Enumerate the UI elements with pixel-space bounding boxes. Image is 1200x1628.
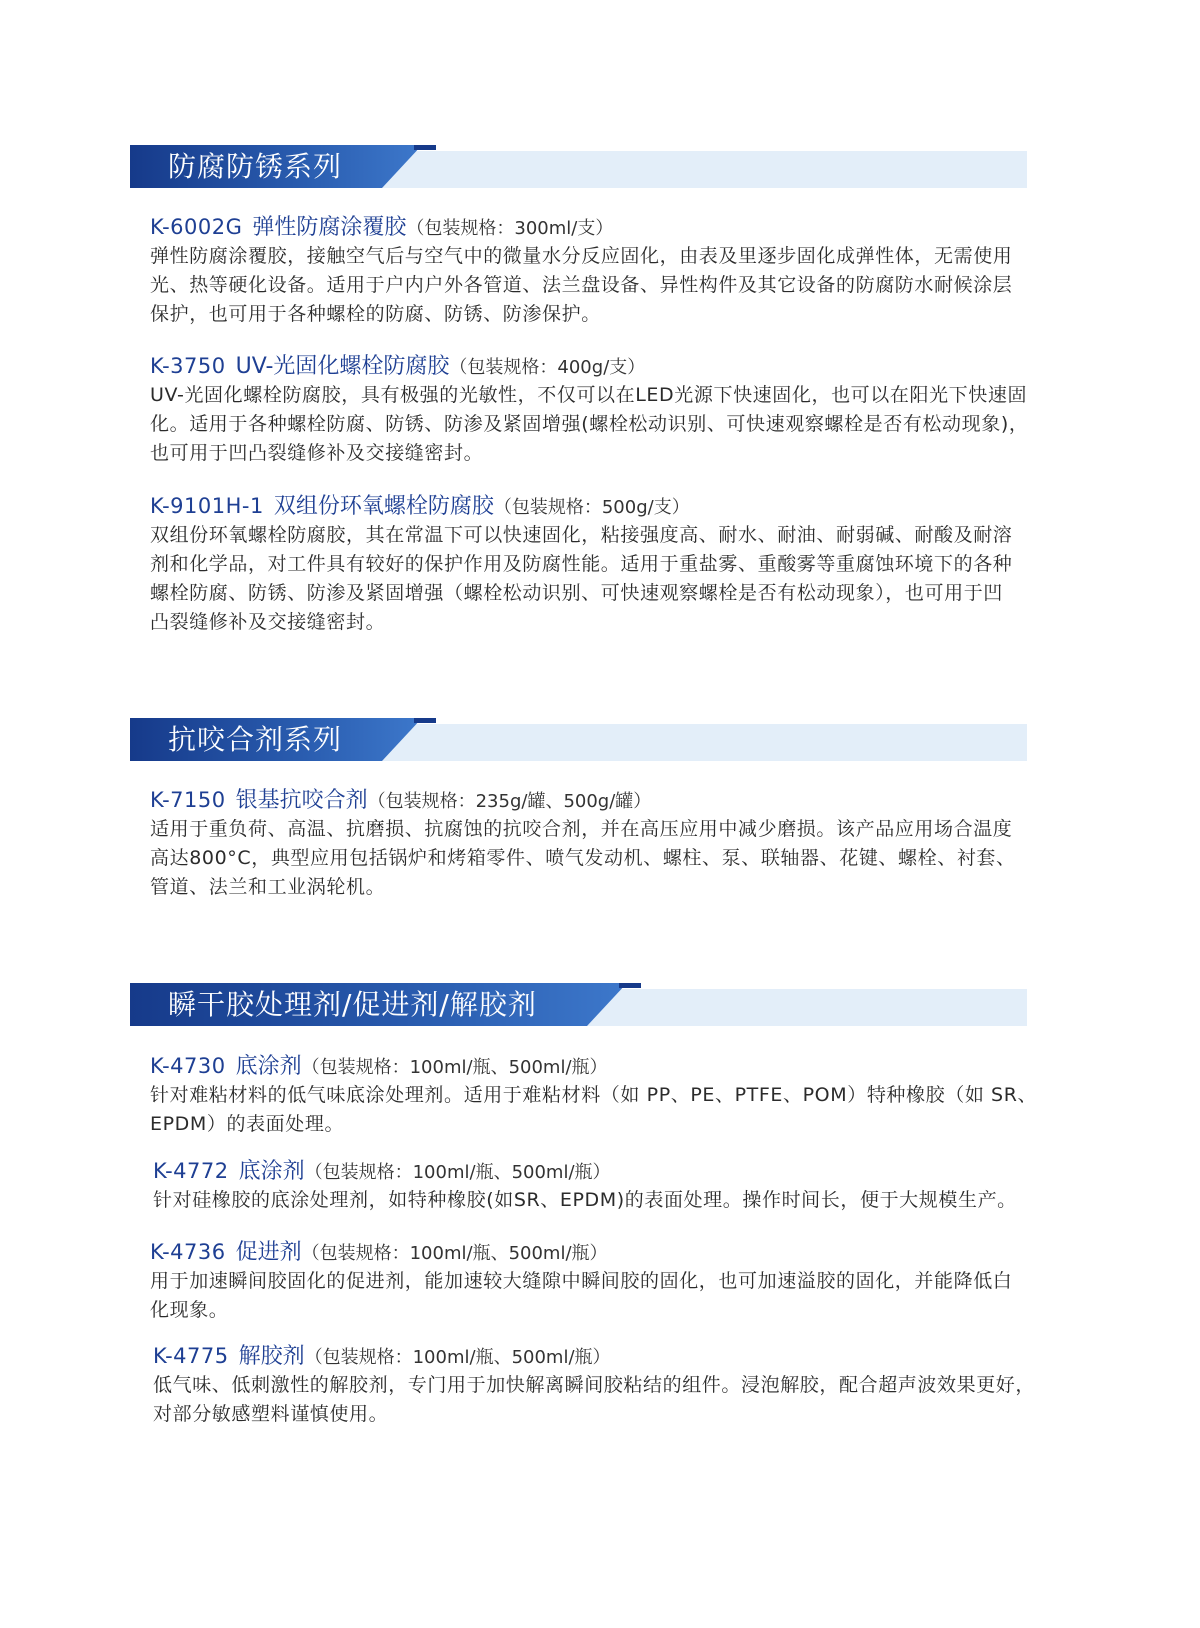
product-title <box>150 491 1050 521</box>
product-spec: （包装规格：100ml/瓶、500ml/瓶） <box>301 1057 608 1078</box>
product-desc-line: 高达800°C，典型应用包括锅炉和烤箱零件、喷气发动机、螺柱、泵、联轴器、花键、螺栓、衬套、 <box>150 847 1016 869</box>
section-header-antiseize <box>130 718 1027 761</box>
product-title <box>150 785 1050 815</box>
product-k3750 <box>150 351 1050 468</box>
section-title: 防腐防锈系列 <box>168 150 343 183</box>
product-k4736 <box>150 1237 1050 1325</box>
product-title <box>153 1156 1053 1186</box>
product-title <box>150 351 1050 381</box>
product-desc-line: 针对难粘材料的低气味底涂处理剂。适用于难粘材料（如 PP、PE、PTFE、POM）特种橡胶（如 SR、 <box>150 1084 1038 1106</box>
product-spec: （包装规格：300ml/支） <box>406 218 614 239</box>
product-k4775 <box>153 1341 1053 1429</box>
product-name: 底涂剂 <box>238 1159 305 1184</box>
product-desc-line: 低气味、低刺激性的解胶剂，专门用于加快解离瞬间胶粘结的组件。浸泡解胶，配合超声波效果更好， <box>153 1374 1036 1396</box>
product-desc-line: 适用于重负荷、高温、抗磨损、抗腐蚀的抗咬合剂，并在高压应用中减少磨损。该产品应用场合温度 <box>150 818 1013 840</box>
product-desc-line: 剂和化学品，对工件具有较好的保护作用及防腐性能。适用于重盐雾、重酸雾等重腐蚀环境下的各种 <box>150 553 1013 575</box>
product-name: 弹性防腐涂覆胶 <box>252 215 407 240</box>
product-spec: （包装规格：400g/支） <box>449 357 646 378</box>
section-header-instant-adhesive-treatment <box>130 983 1027 1026</box>
section-header-tab-tip <box>414 718 436 723</box>
product-desc-line: 管道、法兰和工业涡轮机。 <box>150 876 386 898</box>
product-desc-line: 针对硅橡胶的底涂处理剂，如特种橡胶(如SR、EPDM)的表面处理。操作时间长，便于大规模生产。 <box>153 1189 1017 1211</box>
product-spec: （包装规格：100ml/瓶、500ml/瓶） <box>301 1243 608 1264</box>
product-k4772 <box>153 1156 1053 1215</box>
product-code: K-9101H-1 <box>150 494 264 518</box>
product-desc-line: 对部分敏感塑料谨慎使用。 <box>153 1403 389 1425</box>
section-title: 抗咬合剂系列 <box>168 723 343 756</box>
section-header-tab-tip <box>414 145 436 150</box>
product-k9101h-1 <box>150 491 1050 637</box>
product-desc-line: 弹性防腐涂覆胶，接触空气后与空气中的微量水分反应固化，由表及里逐步固化成弹性体，无需使用 <box>150 245 1013 267</box>
product-title <box>150 212 1050 242</box>
product-code: K-7150 <box>150 788 226 812</box>
product-name: 双组份环氧螺栓防腐胶 <box>273 494 494 519</box>
section-title: 瞬干胶处理剂/促进剂/解胶剂 <box>168 988 537 1021</box>
product-desc-line: EPDM）的表面处理。 <box>150 1113 345 1135</box>
product-desc-line: 化现象。 <box>150 1299 229 1321</box>
product-desc-line: 保护，也可用于各种螺栓的防腐、防锈、防渗保护。 <box>150 303 601 325</box>
product-desc-line: 螺栓防腐、防锈、防渗及紧固增强（螺栓松动识别、可快速观察螺栓是否有松动现象），也可用于凹 <box>150 582 1003 604</box>
product-desc-line: 也可用于凹凸裂缝修补及交接缝密封。 <box>150 442 484 464</box>
product-spec: （包装规格：100ml/瓶、500ml/瓶） <box>304 1347 611 1368</box>
product-desc-line: UV-光固化螺栓防腐胶，具有极强的光敏性，不仅可以在LED光源下快速固化，也可以在阳光下快速固 <box>150 384 1028 406</box>
product-spec: （包装规格：100ml/瓶、500ml/瓶） <box>304 1162 611 1183</box>
product-code: K-4736 <box>150 1240 226 1264</box>
product-title <box>153 1341 1053 1371</box>
product-code: K-4772 <box>153 1159 229 1183</box>
product-desc-line: 双组份环氧螺栓防腐胶，其在常温下可以快速固化，粘接强度高、耐水、耐油、耐弱碱、耐酸及耐溶 <box>150 524 1013 546</box>
product-name: 底涂剂 <box>235 1054 302 1079</box>
product-name: 促进剂 <box>235 1240 302 1265</box>
product-code: K-6002G <box>150 215 243 239</box>
product-desc-line: 光、热等硬化设备。适用于户内户外各管道、法兰盘设备、异性构件及其它设备的防腐防水耐候涂层 <box>150 274 1013 296</box>
product-code: K-4730 <box>150 1054 226 1078</box>
product-code: K-3750 <box>150 354 226 378</box>
product-name: UV-光固化螺栓防腐胶 <box>235 354 450 379</box>
product-desc-line: 凸裂缝修补及交接缝密封。 <box>150 611 386 633</box>
product-title <box>150 1237 1050 1267</box>
product-desc-line: 化。适用于各种螺栓防腐、防锈、防渗及紧固增强(螺栓松动识别、可快速观察螺栓是否有松动现象)， <box>150 413 1029 435</box>
product-code: K-4775 <box>153 1344 229 1368</box>
product-title <box>150 1051 1050 1081</box>
product-k4730 <box>150 1051 1050 1139</box>
product-k6002g <box>150 212 1050 329</box>
product-desc-line: 用于加速瞬间胶固化的促进剂，能加速较大缝隙中瞬间胶的固化，也可加速溢胶的固化，并能降低白 <box>150 1270 1013 1292</box>
product-name: 解胶剂 <box>238 1344 305 1369</box>
section-header-anticorrosion <box>130 145 1027 188</box>
product-spec: （包装规格：500g/支） <box>493 497 690 518</box>
section-header-tab-tip <box>619 983 641 988</box>
product-spec: （包装规格：235g/罐、500g/罐） <box>367 791 652 812</box>
product-k7150 <box>150 785 1050 902</box>
product-name: 银基抗咬合剂 <box>235 788 368 813</box>
